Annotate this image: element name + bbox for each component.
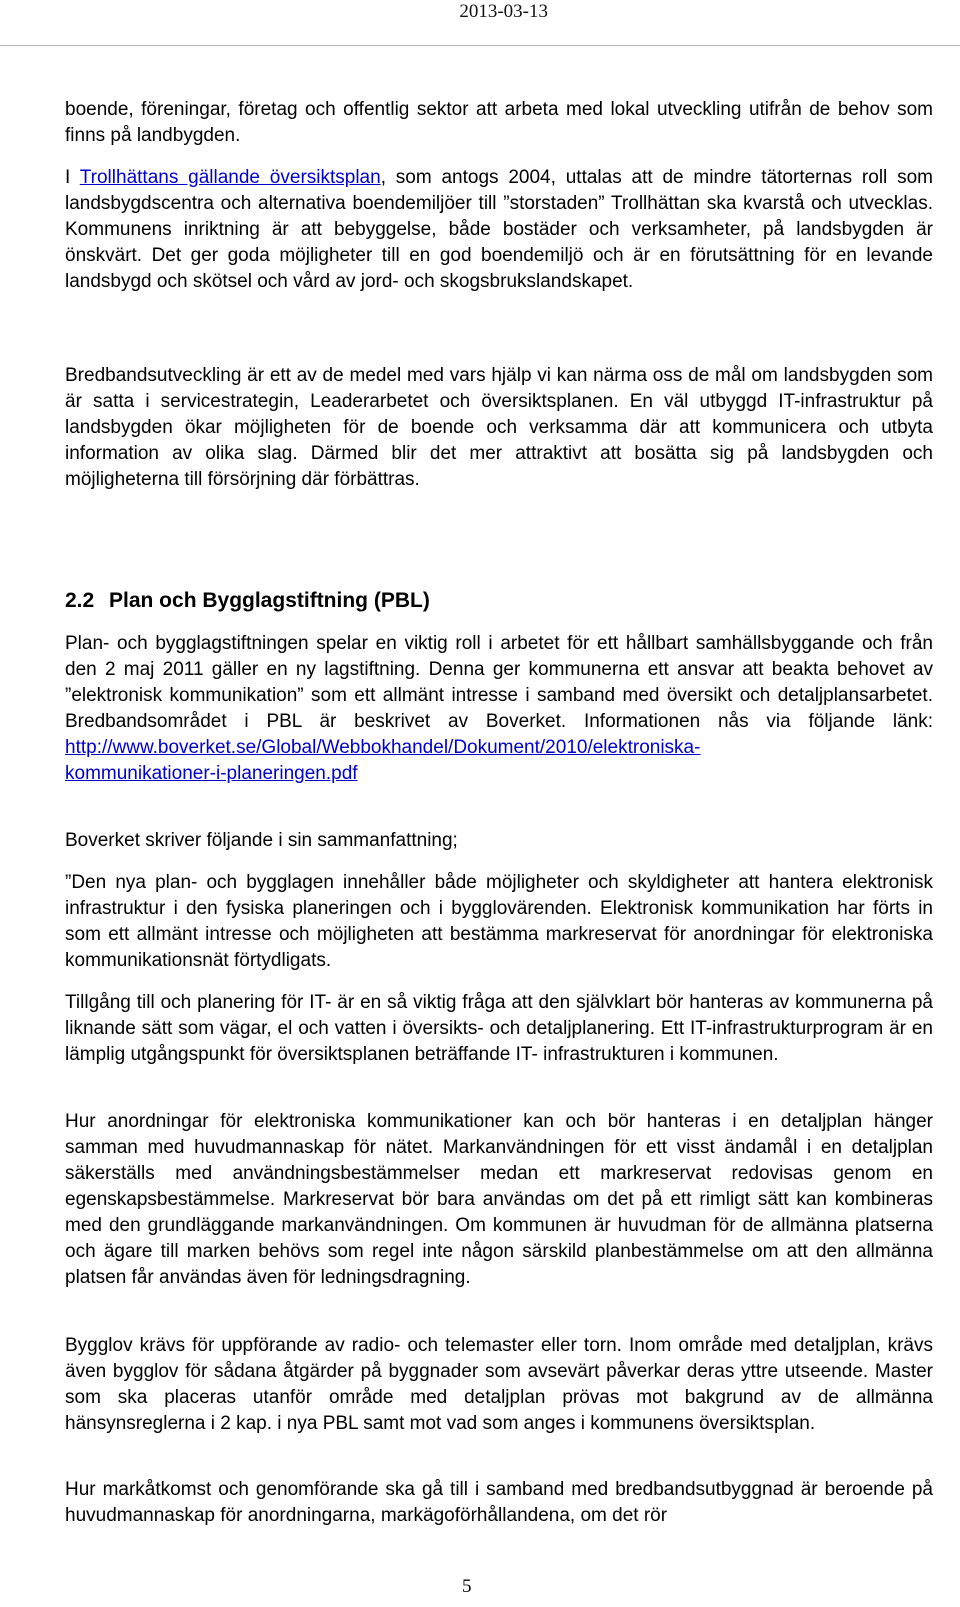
paragraph-intro: boende, föreningar, företag och offentlig sektor att arbeta med lokal utveckling utifrån de behov som finns på landbygden. — [65, 99, 933, 146]
paragraph-it-planning: Tillgång till och planering för IT- är en så viktig fråga att den självklart bör hanteras av kommunerna på liknande sätt som vägar, el och vatten i översikts- och detaljplanering. Ett IT-infrastrukturprogram är en lämplig utgångspunkt för översiktsplanen beträffande IT- infrastrukturen i kommunen. — [65, 992, 933, 1065]
boverket-link[interactable] — [65, 737, 700, 784]
boverket-link-line1[interactable]: http://www.boverket.se/Global/Webbokhandel/Dokument/2010/elektroniska- — [65, 737, 701, 758]
paragraph-bredband: Bredbandsutveckling är ett av de medel med vars hjälp vi kan närma oss de mål om landsbygden som är satta i servicestrategin, Leaderarbetet och översiktsplanen. En väl utbyggd IT-infrastruktur på landsbygden ökar möjligheten för de boende och verksamma där att kommunicera och utbyta information av olika slag. Därmed blir det mer attraktivt att bosätta sig på landsbygden och möjligheterna till försörjning där förbättras. — [65, 365, 933, 490]
paragraph-quote: ”Den nya plan- och bygglagen innehåller både möjligheter och skyldigheter att hantera elektronisk infrastruktur i den fysiska planeringen och i bygglovärenden. Elektronisk kommunikation har förts in som ett allmänt intresse och möjligheten att bestämma markreservat för anordningar för elektroniska kommunikationsnät förtydligats. — [65, 872, 933, 971]
paragraph-markatkomst: Hur markåtkomst och genomförande ska gå till i samband med bredbandsutbyggnad är beroende på huvudmannaskap för anordningarna, markägoförhållandena, om det rör — [65, 1479, 933, 1526]
page-number: 5 — [462, 1576, 472, 1597]
paragraph-boverket-intro: Boverket skriver följande i sin sammanfattning; — [65, 830, 458, 851]
paragraph-detaljplan: Hur anordningar för elektroniska kommunikationer kan och bör hanteras i en detaljplan hänger samman med huvudmannaskap för nätet. Markanvändningen för ett visst ändamål i en detaljplan säkerställs med användningsbestämmelser medan ett markreservat redovisas genom en egenskapsbestämmelse. Markreservat bör bara användas om det på ett rimligt sätt kan kombineras med den grundläggande markanvändningen. Om kommunen är huvudman för de allmänna platserna och ägare till marken behövs som regel inte någon särskild planbestämmelse om att den allmänna platsen får användas även för ledningsdragning. — [65, 1111, 933, 1288]
paragraph-text: , som antogs 2004, uttalas att de mindre tätorternas roll som landsbygdscentra och alternativa boendemiljöer till ”storstaden” Trollhättan ska kvarstå och utvecklas. Kommunens inriktning är att bebyggelse, både bostäder och verksamheter, på landsbygden är önskvärt. Det ger goda möjligheter till en god boendemiljö och är en förutsättning för en levande landsbygd och skötsel och vård av jord- och skogsbrukslandskapet. — [65, 167, 933, 292]
paragraph-text: I — [65, 167, 80, 188]
section-heading: 2.2 Plan och Bygglagstiftning (PBL) — [65, 589, 430, 612]
paragraph-bygglov: Bygglov krävs för uppförande av radio- och telemaster eller torn. Inom område med detaljplan, krävs även bygglov för sådana åtgärder på byggnader som avsevärt påverkar deras yttre utseende. Master som ska placeras utanför område med detaljplan prövas mot bakgrund av de allmänna hänsynsreglerna i 2 kap. i nya PBL samt mot vad som anges i kommunens översiktsplan. — [65, 1335, 933, 1434]
header-divider — [0, 45, 960, 46]
section-title: Plan och Bygglagstiftning (PBL) — [109, 589, 430, 612]
paragraph-text: Plan- och bygglagstiftningen spelar en viktig roll i arbetet för ett hållbart samhällsbyggande och från den 2 maj 2011 gäller en ny lagstiftning. Denna ger kommunerna ett ansvar att beakta behovet av ”elektronisk kommunikation” som ett allmänt intresse i samband med översikt och detaljplansarbetet. Bredbandsområdet i PBL är beskrivet av Boverket. Informationen nås via följande länk: — [65, 633, 933, 732]
boverket-link-line2[interactable]: kommunikationer-i-planeringen.pdf — [65, 763, 358, 784]
paragraph-oversiktsplan — [65, 165, 933, 295]
header-date: 2013-03-13 — [459, 1, 548, 22]
oversiktsplan-link[interactable]: Trollhättans gällande översiktsplan — [79, 167, 381, 188]
paragraph-pbl — [65, 631, 933, 787]
